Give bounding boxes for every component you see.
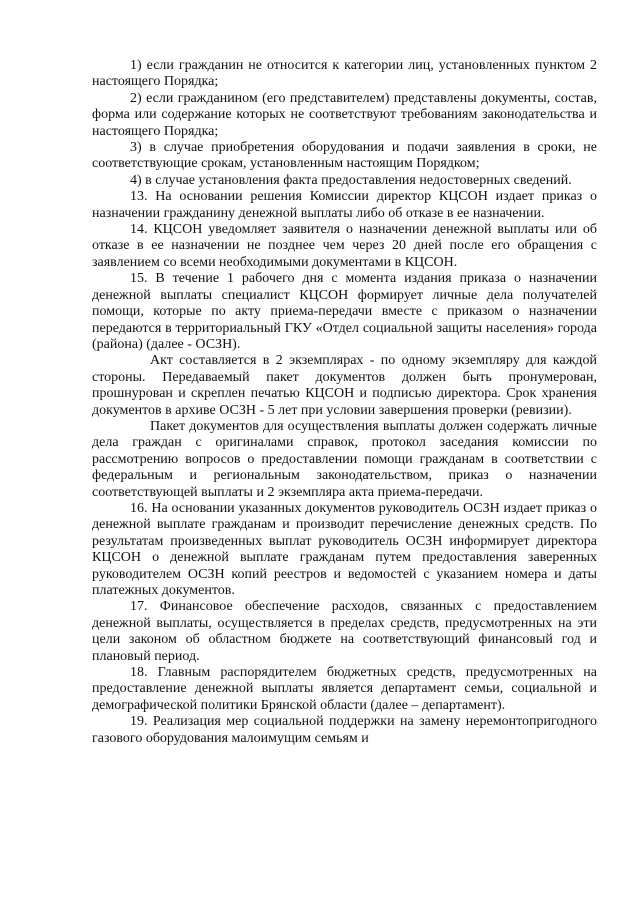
- paragraph-clause-14: 14. КЦСОН уведомляет заявителя о назначении денежной выплаты или об отказе в ее назначении не позднее чем через 20 дней после его обращения с заявлением со всеми необходимыми документами в КЦСОН.: [92, 222, 597, 270]
- paragraph-item-1: 1) если гражданин не относится к категории лиц, установленных пунктом 2 настоящего Порядка;: [92, 58, 597, 90]
- paragraph-clause-17: 17. Финансовое обеспечение расходов, связанных с предоставлением денежной выплаты, осуществляется в пределах средств, предусмотренных на эти цели законом об областном бюджете на соответствующий финансовый год и плановый период.: [92, 599, 597, 664]
- paragraph-item-4: 4) в случае установления факта предоставления недостоверных сведений.: [130, 172, 572, 188]
- paragraph-act: Акт составляется в 2 экземплярах - по одному экземпляру для каждой стороны. Передаваемый пакет документов должен быть пронумерован, прошнурован и скреплен печатью КЦСОН и подписью директора. Срок хранения документов в архиве ОСЗН - 5 лет при условии завершения проверки (ревизии).: [92, 353, 597, 418]
- document-page: [92, 58, 597, 747]
- paragraph-item-2: 2) если гражданином (его представителем) представлены документы, состав, форма или содержание которых не соответствуют требованиям законодательства и настоящего Порядка;: [92, 90, 597, 139]
- paragraph-clause-18: 18. Главным распорядителем бюджетных средств, предусмотренных на предоставление денежной выплаты является департамент семьи, социальной и демографической политики Брянской области (далее – департамент).: [92, 665, 597, 713]
- paragraph-clause-16: 16. На основании указанных документов руководитель ОСЗН издает приказ о денежной выплате гражданам и производит перечисление денежных средств. По результатам произведенных выплат руководитель ОСЗН информирует директора КЦСОН о денежной выплате гражданам путем предоставления заверенных руководителем ОСЗН копий реестров и ведомостей с указанием номера и даты платежных документов.: [92, 500, 597, 598]
- paragraph-clause-15: 15. В течение 1 рабочего дня с момента издания приказа о назначении денежной выплаты специалист КЦСОН формирует личные дела получателей помощи, которые по акту приема-передачи вместе с приказом о назначении передаются в территориальный ГКУ «Отдел социальной защиты населения» города (района) (далее - ОСЗН).: [92, 271, 597, 352]
- paragraph-clause-19: 19. Реализация мер социальной поддержки на замену неремонтопригодного газового оборудования малоимущим семьям и: [92, 714, 597, 746]
- paragraph-clause-13: 13. На основании решения Комиссии директор КЦСОН издает приказ о назначении гражданину денежной выплаты либо об отказе в ее назначении.: [92, 189, 597, 221]
- paragraph-document-package: Пакет документов для осуществления выплаты должен содержать личные дела граждан с оригиналами справок, протокол заседания комиссии по рассмотрению вопросов о предоставлении помощи гражданам в соответствии с федеральным и региональным законодательством, приказ о назначении соответствующей выплаты и 2 экземпляра акта приема-передачи.: [92, 418, 597, 500]
- paragraph-item-3: 3) в случае приобретения оборудования и подачи заявления в сроки, не соответствующие срокам, установленным настоящим Порядком;: [92, 140, 597, 172]
